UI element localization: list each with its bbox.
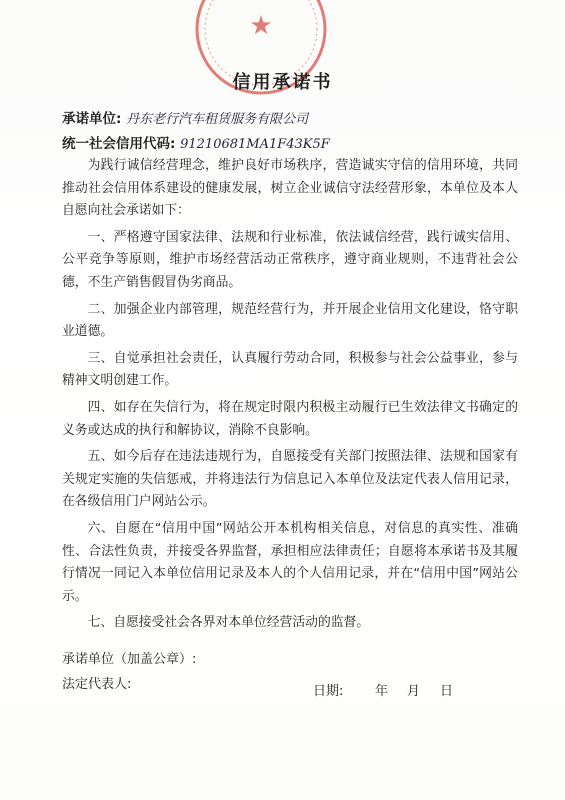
credit-code-row	[62, 132, 330, 152]
intro-paragraph: 为践行诚信经营理念，维护良好市场秩序，营造诚实守信的信用环境，共同推动社会信用体系建设的健康发展，树立企业诚信守法经营形象，本单位及本人自愿向社会承诺如下：	[62, 158, 518, 219]
date-year-label: 年	[375, 684, 389, 699]
date-day-label: 日	[440, 684, 454, 699]
date-month-label: 月	[407, 684, 421, 699]
clause-4: 四、如存在失信行为，将在规定时限内积极主动履行已生效法律文书确定的义务或达成的执行和解协议，消除不良影响。	[62, 399, 518, 438]
clause-2: 二、加强企业内部管理，规范经营行为，并开展企业信用文化建设，恪守职业道德。	[62, 301, 518, 340]
clause-6: 六、自愿在“信用中国”网站公开本机构相关信息，对信息的真实性、准确性、合法性负责，并接受各界监督，承担相应法律责任；自愿将本承诺书及其履行情况一同记入本单位信用记录及本人的个人信用记录，并在“信用中国”网站公示。	[62, 520, 518, 604]
credit-code-label: 统一社会信用代码:	[62, 136, 176, 152]
committing-unit-value: 丹东老行汽车租赁服务有限公司	[126, 112, 309, 127]
committing-unit-row	[62, 107, 308, 127]
clause-3: 三、自觉承担社会责任，认真履行劳动合同，积极参与社会公益事业，参与精神文明创建工作。	[62, 350, 518, 389]
svg-text:★: ★	[249, 11, 273, 41]
unit-seal-label: 承诺单位（加盖公章）:	[62, 652, 197, 667]
date-label: 日期:	[313, 684, 344, 699]
committing-unit-label: 承诺单位:	[62, 111, 122, 127]
credit-code-value: 91210681MA1F43K5F	[180, 137, 330, 152]
clause-1: 一、严格遵守国家法律、法规和行业标准，依法诚信经营，践行诚实信用、公平竞争等原则，维护市场经营活动正常秩序，遵守商业规则，不违背社会公德，不生产销售假冒伪劣商品。	[62, 229, 518, 290]
clause-7: 七、自愿接受社会各界对本单位经营活动的监督。	[87, 615, 370, 631]
page-title: 信用承诺书	[232, 72, 333, 93]
legal-representative-label: 法定代表人:	[62, 677, 132, 692]
commitment-body	[62, 155, 518, 635]
clause-5: 五、如今后存在违法违规行为，自愿接受有关部门按照法律、法规和国家有关规定实施的失信惩戒，并将违法行为信息记入本单位及法定代表人信用记录，在各级信用门户网站公示。	[62, 449, 518, 510]
